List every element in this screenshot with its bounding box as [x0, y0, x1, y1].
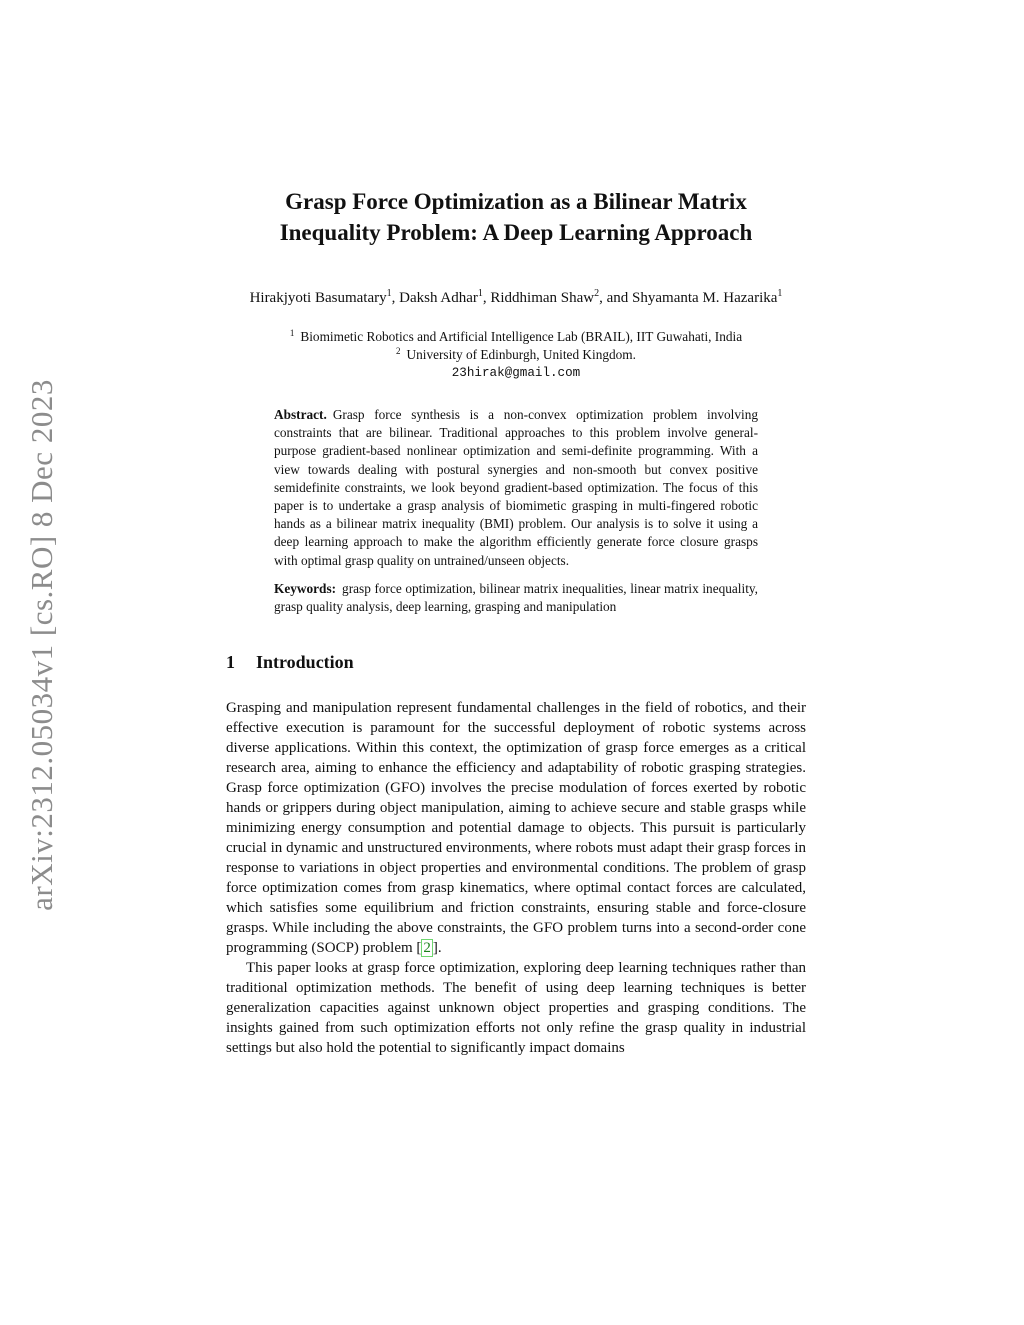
- section-title: Introduction: [256, 652, 354, 673]
- abstract-label: Abstract.: [274, 407, 327, 422]
- affiliation-line: [226, 328, 806, 346]
- affiliation-text: Biomimetic Robotics and Artificial Intelligence Lab (BRAIL), IIT Guwahati, India: [300, 329, 743, 344]
- keywords-text: grasp force optimization, bilinear matrix inequalities, linear matrix inequality, grasp quality analysis, deep learning, grasping and manipulation: [274, 580, 758, 615]
- paragraph-text: This paper looks at grasp force optimization, exploring deep learning techniques rather than traditional optimization methods. The benefit of using deep learning techniques is better generalization capacities against unknown object properties and grasping conditions. The insights gained from such optimization efforts not only refine the grasp quality in industrial settings but also hold the potential to significantly impact domains: [226, 960, 806, 1057]
- citation-link[interactable]: 2: [423, 940, 431, 957]
- keywords-label: Keywords:: [274, 580, 337, 596]
- author-list: Hirakjyoti Basumatary$^1$, Daksh Adhar$^1$, Riddhiman Shaw$^2$, and Shyamanta M. Hazarika$^1$: [249, 288, 783, 306]
- paragraph-text-end: ].: [432, 940, 442, 957]
- abstract-text: Grasp force synthesis is a non-convex optimization problem involving constraints that are bilinear. Traditional approaches to this problem involve general-purpose gradient-based nonlinear optimization and semi-definite programming. With a view towards dealing with postural synergies and non-smooth but convex positive semidefinite constraints, we look beyond gradient-based optimization. The focus of this paper is to undertake a grasp analysis of biomimetic grasping in multi-fingered robotic hands as a bilinear matrix inequality (BMI) problem. Our analysis is to solve it using a deep learning approach to make the algorithm efficiently generate force closure grasps with optimal grasp quality on untrained/unseen objects.: [274, 407, 758, 568]
- section-number: 1: [226, 652, 235, 673]
- paragraph: [226, 698, 806, 958]
- author-name: Riddhiman Shaw: [490, 290, 595, 306]
- paragraph-text: Grasping and manipulation represent fundamental challenges in the field of robotics, and their effective execution is paramount for the successful deployment of robotic systems across diverse applications. Within this context, the optimization of grasp force emerges as a critical research area, aiming to enhance the efficiency and adaptability of robotic grasping strategies. Grasp force optimization (GFO) involves the precise modulation of forces exerted by robotic hands or grippers during object manipulation, aiming to achieve secure and stable grasps while minimizing energy consumption and potential damage to objects. This pursuit is particularly crucial in dynamic and unstructured environments, where robots must adapt their grasp forces in response to variations in object properties and environmental conditions. The problem of grasp force optimization comes from grasp kinematics, where optimal contact forces are calculated, which satisfies some equilibrium and friction constraints, ensuring stable and force-closure grasps. While including the above constraints, the GFO problem turns into a second-order cone programming (SOCP) problem [: [226, 700, 806, 957]
- affiliation-mark: 2: [396, 345, 401, 356]
- arxiv-identifier-text: arXiv:2312.05034v1 [cs.RO] 8 Dec 2023: [24, 379, 60, 911]
- author-affiliation-mark: 2: [594, 288, 600, 299]
- paragraph: [226, 958, 806, 1058]
- title-line-2: Inequality Problem: A Deep Learning Approach: [279, 220, 753, 245]
- abstract: [274, 406, 758, 570]
- affiliation-list: [226, 328, 806, 382]
- title-line-1: Grasp Force Optimization as a Bilinear Matrix: [285, 189, 747, 214]
- author-email: 23hirak@gmail.com: [451, 366, 581, 380]
- arxiv-identifier: [18, 360, 66, 930]
- section-body: [226, 698, 806, 1058]
- author-affiliation-mark: 1: [477, 288, 483, 299]
- keywords: [274, 580, 758, 616]
- section-heading: [226, 650, 806, 674]
- author-name: Hirakjyoti Basumatary: [249, 290, 387, 306]
- affiliation-mark: 1: [289, 327, 295, 338]
- affiliation-text: University of Edinburgh, United Kingdom.: [406, 347, 636, 362]
- paper-page: [226, 186, 806, 1058]
- author-name: Shyamanta M. Hazarika: [632, 290, 778, 306]
- affiliation-line: [226, 346, 806, 364]
- author-affiliation-mark: 1: [777, 288, 783, 299]
- paper-title: [226, 186, 806, 248]
- author-name: Daksh Adhar: [399, 290, 478, 306]
- author-affiliation-mark: 1: [386, 288, 392, 299]
